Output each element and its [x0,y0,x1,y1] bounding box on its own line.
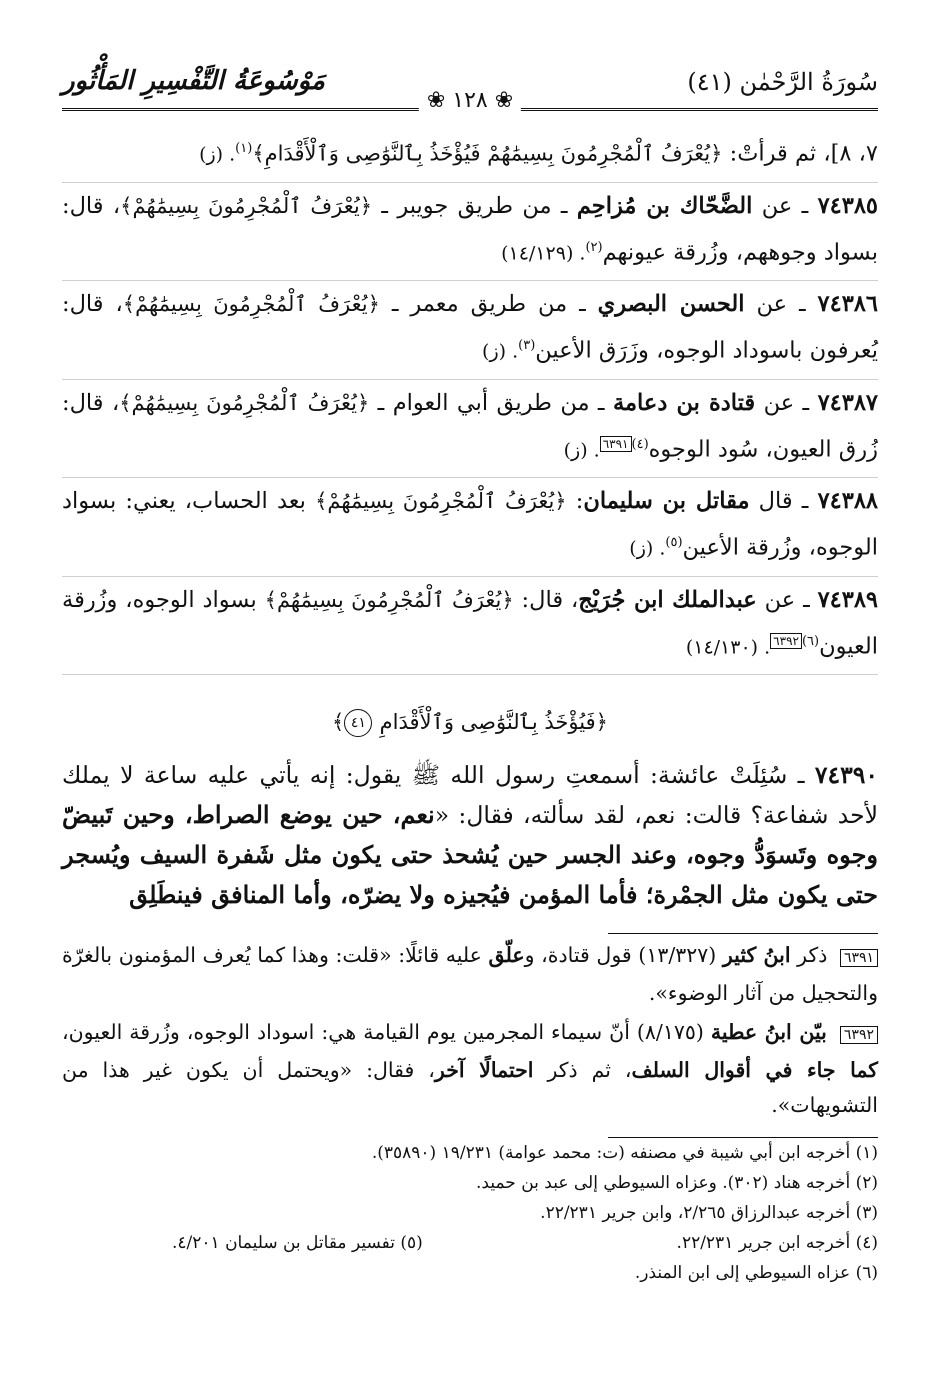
narrator-name: الحسن البصري [597,291,745,317]
quran-quote: ﴿يُعْرَفُ ٱلْمُجْرِمُونَ بِسِيمَٰهُمْ فَيُؤْخَذُ بِٱلنَّوَٰصِى وَٱلْأَقْدَامِ﴾ [252,141,723,166]
footnote: (٤) أخرجه ابن جرير ٢٢/٢٣١. [676,1233,878,1253]
cross-ref-box[interactable]: ٦٣٩٢ [770,633,802,649]
entry-number: ٧٤٣٩٠ [814,761,878,789]
entry [62,125,878,183]
ornament-icon: ❀ [494,88,514,113]
footnote: (٥) تفسير مقاتل بن سليمان ٤/٢٠١. [172,1233,423,1253]
page-content [62,125,878,1288]
footnote-marker: (٤) [631,436,649,452]
entry [62,183,878,282]
entry-text: ، قال: يُعرفون باسوداد الوجوه، وزَرَق الأعين [62,291,878,364]
comment-emphasis: علّق [488,943,525,967]
entry-ref: . (١٤/١٣٠) [685,636,771,658]
main-entry [62,755,878,915]
hadith-text: نعم، حين يوضع الصراط، وحين تَبيضّ وجوه وتَسوَدُّ وجوه، وعند الجسر حين يُشحذ حتى يكون مثل شَفرة السيف ويُسجر حتى يكون مثل الجمْرة؛ فأما المؤمن فيُجيزه ولا يضرّه، وأما المنافق فينطَلِق [62,800,878,909]
footnote-row [62,1228,878,1258]
entry [62,577,878,676]
entry [62,478,878,577]
entry-text: ٧، ٨]، ثم قرأتْ: [722,140,878,167]
footnote-marker: (١) [235,141,253,156]
comment-tag: ٦٣٩٢ [840,1026,878,1044]
footnote-marker: (٢) [585,239,603,255]
entry-number: ٧٤٣٨٦ [817,291,878,317]
entry-text: ، قال: [513,586,579,613]
entry-ref: . (١٤/١٢٩) [501,242,586,264]
comment-emphasis: كما جاء في أقوال السلف [631,1058,878,1082]
comment-text: ذكر [790,943,834,967]
scholar-name: بيّن ابنُ عطية [710,1020,827,1044]
footnote-marker: (٦) [801,633,820,649]
ayah-number-icon: ٤١ [344,709,372,737]
scholar-comment [62,938,878,1011]
narrator-name: مقاتل بن سليمان [583,488,750,514]
scholar-name: ابنُ كثير [722,943,791,967]
page-number: ١٢٨ [452,88,488,113]
entry-text: ـ من طريق معمر ـ [379,291,598,317]
narrator-name: عبدالملك ابن جُرَيْج [578,586,757,613]
comment-text: (١٣/٣٢٧) قول قتادة، و [524,943,723,967]
scholar-comment [62,1015,878,1123]
ayah-bracket: ﴾ [332,710,345,734]
entry-text: بعد الحساب، يعني: بسواد الوجوه، وزُرقة الأعين [62,488,878,561]
comment-text: ، فقال: «ويحتمل أن يكون غير هذا من التشويهات». [62,1058,878,1117]
comment-text: ، ثم ذكر [533,1058,632,1082]
page-number-block [419,88,521,113]
entry-ref: . (ز) [563,439,600,461]
entry-text: : [566,488,584,514]
footnote: (٦) عزاه السيوطي إلى ابن المنذر. [634,1263,878,1283]
entry-ref: . (ز) [629,537,666,560]
entry-text: ـ سُئِلَتْ عائشة: أسمعتِ رسول الله ﷺ يقول: إنه يأتي عليه ساعة لا يملك لأحد شفاعة؟ قالت: نعم، لقد سألته، فقال: « [62,761,878,829]
comment-text: (٨/١٧٥) أنّ سيماء المجرمين يوم القيامة هي: اسوداد الوجوه، وزُرقة العيون، [62,1020,711,1044]
footnote-marker: (٣) [518,338,536,353]
quran-quote: ﴿يُعْرَفُ ٱلْمُجْرِمُونَ بِسِيمَٰهُمْ﴾ [122,292,380,316]
comment-text [827,1020,834,1044]
comment-tag: ٦٣٩١ [840,949,878,967]
entry-number: ٧٤٣٨٧ [817,389,878,416]
entry-text: ـ قال [749,488,818,514]
quran-quote: ﴿يُعْرَفُ ٱلْمُجْرِمُونَ بِسِيمَٰهُمْ﴾ [120,193,373,218]
ornament-icon: ❀ [426,88,446,113]
footnote: (٢) أخرجه هناد (٣٠٢). وعزاه السيوطي إلى عبد بن حميد. [476,1173,878,1193]
comments-divider [608,933,878,934]
footnote: (٣) أخرجه عبدالرزاق ٢/٢٦٥، وابن جرير ٢٢/٢٣١. [540,1203,878,1223]
entry [62,281,878,380]
entry-number: ٧٤٣٨٨ [817,488,878,514]
footnote: (١) أخرجه ابن أبي شيبة في مصنفه (ت: محمد عوامة) ١٩/٢٣١ (٣٥٨٩٠). [371,1143,878,1163]
narrator-name: قتادة بن دعامة [612,389,756,416]
footnote-marker: (٥) [665,535,683,550]
quran-quote: ﴿يُعْرَفُ ٱلْمُجْرِمُونَ بِسِيمَٰهُمْ﴾ [119,390,370,415]
narrator-name: الضَّحّاك بن مُزاحِم [576,192,753,219]
entry-text: ـ من طريق أبي العوام ـ [369,389,613,416]
entry-number: ٧٤٣٨٥ [817,192,878,219]
entry-number: ٧٤٣٨٩ [817,586,879,613]
ayah-heading [62,709,878,737]
comment-text: عليه قائلًا: «قلت: وهذا كما يُعرف المؤمنون بالغرّة والتحجيل من آثار الوضوء». [62,943,878,1005]
entry [62,380,878,479]
entry-text: ، قال: زُرق العيون، سُود الوجوه [62,389,878,462]
entry-text: ـ من طريق جويبر ـ [372,192,577,219]
page [62,60,878,1288]
entry-text: ـ عن [744,291,818,317]
quran-quote: ﴿يُعْرَفُ ٱلْمُجْرِمُونَ بِسِيمَٰهُمْ﴾ [315,489,567,513]
entry-text: ـ عن [752,192,818,219]
page-header [62,60,878,111]
entry-text: ـ عن [756,586,818,613]
cross-ref-box[interactable]: ٦٣٩١ [600,436,632,452]
footnotes [62,1138,878,1288]
surah-title: سُورَةُ الرَّحْمٰن (٤١) [687,68,878,96]
series-title: مَوْسُوعَةُ التَّفْسِيرِ المَأْثُور [62,66,325,96]
entry-text: بسواد الوجوه، وزُرقة العيون [62,586,878,659]
entry-text: ـ عن [755,389,818,416]
entry-text: ، قال: بسواد وجوههم، وزُرقة عيونهم [62,192,878,265]
ayah-text: ﴿فَيُؤْخَذُ بِٱلنَّوَٰصِى وَٱلْأَقْدَامِ [379,710,608,734]
comment-emphasis: احتمالًا آخر [434,1058,534,1082]
quran-quote: ﴿يُعْرَفُ ٱلْمُجْرِمُونَ بِسِيمَٰهُمْ﴾ [264,587,514,612]
entry-ref: . (ز) [199,143,236,166]
entry-ref: . (ز) [482,340,519,363]
